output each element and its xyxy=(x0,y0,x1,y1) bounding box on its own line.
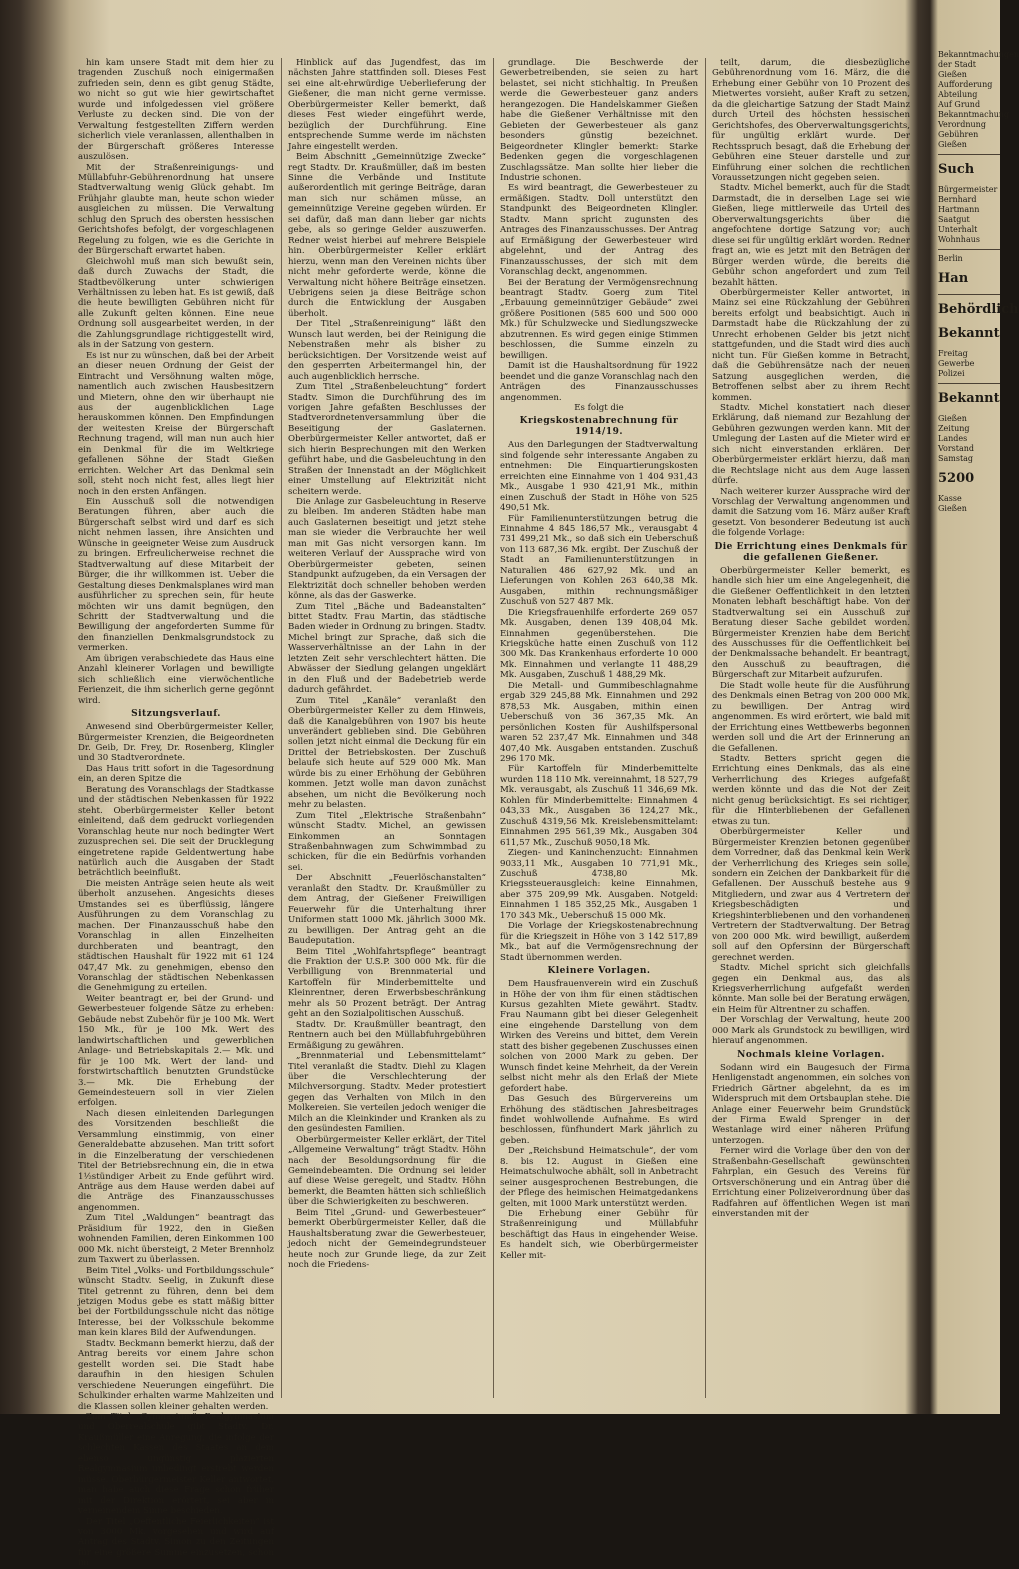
paragraph: Nach weiterer kurzer Aussprache wird der Vorschlag der Verwaltung angenommen und damit die Satzung vom 16. März außer Kraft gesetzt. Von besonderer Bedeutung ist auch die folgende Vorlage: xyxy=(712,486,910,539)
edge-heading: 5200 xyxy=(938,471,975,486)
edge-fragment: Kasse xyxy=(938,494,962,503)
paragraph: Das Haus tritt sofort in die Tagesordnung ein, an deren Spitze die xyxy=(78,763,274,785)
edge-fragment: Zeitung xyxy=(938,424,970,433)
paragraph: Der Titel „Straßenreinigung“ läßt den Wunsch laut werden, bei der Reinigung die Nebenstraßen mehr als bisher zu berücksichtigen. Der Vorsitzende weist auf den gesperrten Arbeitermangel hin, der auch augenblicklich herrsche. xyxy=(288,319,486,382)
paragraph: Die Erhebung einer Gebühr für Straßenreinigung und Müllabfuhr beschäftigt das Haus in eingehender Weise. Es handelt sich, wie Oberbürgermeister Keller mit- xyxy=(500,1209,698,1261)
edge-fragment: Bernhard xyxy=(938,195,977,204)
paragraph: Für Kartoffeln für Minderbemittelte wurden 118 110 Mk. vereinnahmt, 18 527,79 Mk. verausgabt, als Zuschuß 11 346,69 Mk. Kohlen für Minderbemittelte: Einnahmen 4 043,33 Mk., Ausgaben 36 124,27 Mk., Zuschuß 4319,56 Mk. Kreislebensmittelamt: Einnahmen 295 561,39 Mk., Ausgaben 304 611,57 Mk., Zuschuß 9050,18 Mk. xyxy=(500,764,699,848)
edge-fragment: Unterhalt xyxy=(938,225,978,234)
edge-heading: Bekannt xyxy=(938,391,1000,406)
paragraph: Das Gesuch des Bürgervereins um Erhöhung des städtischen Jahresbeitrages findet wohlwollende Aufnahme. Es wird beschlossen, fünfhundert Mark jährlich zu geben. xyxy=(500,1094,698,1146)
paragraph: Beim Titel „Volks- und Fortbildungsschule“ wünscht Stadtv. Seelig, in Zukunft diese Titel getrennt zu führen, denn bei dem jetzigen Modus gebe es statt mäßig bitter bei der Fortbildungsschule nicht das nötige Interesse, bei der Volksschule bekomme man kein klares Bild der Aufwendungen. xyxy=(78,1265,274,1339)
edge-fragment: Verordnung xyxy=(938,120,986,129)
edge-fragment: Gießen xyxy=(938,504,967,513)
paragraph: Damit ist die Haushaltsordnung für 1922 beendet und die ganze Voranschlag nach den Anträgen des Finanzausschusses angenommen. xyxy=(500,361,698,403)
column-divider xyxy=(705,58,706,1398)
paragraph: Es ist nur zu wünschen, daß bei der Arbeit an dieser neuen Ordnung der Geist der Eintracht und Versöhnung walten möge, namentlich auch zwischen Hausbesitzern und Mietern, ohne den wir überhaupt nie aus der augenblicklichen Lage herauskommen können. Den Empfindungen der weitesten Kreise der Bürgerschaft Rechnung tragend, will man nun auch hier ein Denkmal für die im Weltkriege gefallenen Söhne der Stadt Gießen errichten. Welcher Art das Denkmal sein soll, steht noch nicht fest, alles liegt hier noch in den ersten Anfängen. xyxy=(78,350,274,497)
paragraph: Beratung des Voranschlags der Stadtkasse und der städtischen Nebenkassen für 1922 steht. Oberbürgermeister Keller betont einleitend, daß dem gedruckt vorliegenden Voranschlag heute nur noch bedingter Wert zuzusprechen sei. Die seit der Drucklegung eingetretene rapide Geldentwertung habe natürlich auch die Ausgaben der Stadt beträchtlich beeinflußt. xyxy=(78,784,274,879)
paragraph: teilt, darum, die diesbezügliche Gebührenordnung vom 16. März, die die Erhebung einer Gebühr von 10 Prozent des Mietwertes vorsieht, außer Kraft zu setzen, da die gleichartige Satzung der Stadt Mainz durch Urteil des höchsten hessischen Gerichtshofes, des Oberverwaltungsgerichts, für ungültig erklärt wurde. Der Rechtsspruch besagt, daß die Erhebung der Gebühren eine Steuer darstelle und zur Einführung einer solchen die rechtlichen Voraussetzungen nicht gegeben seien. xyxy=(712,58,910,183)
paragraph: Stadtv. Beckmann bemerkt hierzu, daß der Antrag bereits vor einem Jahre schon gestellt worden sei. Die Stadt habe daraufhin in den hiesigen Schulen verschiedene Neuerungen eingeführt. Die Schulkinder erhalten warme Mahlzeiten und die Klassen sollen kleiner gehalten werden. xyxy=(78,1338,274,1412)
paragraph: Am übrigen verabschiedete das Haus eine Anzahl kleinerer Vorlagen und bewilligte sich schließlich eine vierwöchentliche Ferienzeit, die ihm sicherlich gerne gegönnt wird. xyxy=(78,653,274,706)
column-divider xyxy=(281,58,282,1398)
paragraph: Der „Reichsbund Heimatschule“, der vom 8. bis 12. August in Gießen eine Heimatschulwoche abhält, soll in Anbetracht seiner ausgesprochenen Bestrebungen, die der Pflege des heimischen Heimatgedankens gelten, mit 1000 Mark unterstützt werden. xyxy=(500,1146,698,1209)
paragraph: Die Metall- und Gummibeschlagnahme ergab 329 245,88 Mk. Einnahmen und 292 878,53 Mk. Ausgaben, mithin einen Ueberschuß von 36 367,35 Mk. An persönlichen Kosten für Aushilfspersonal waren 52 237,47 Mk. Einnahmen und 348 407,40 Mk. Ausgaben entstanden. Zuschuß 296 170 Mk. xyxy=(500,680,698,764)
paragraph: Dem Hausfrauenverein wird ein Zuschuß in Höhe der von ihm für einen städtischen Kursus gezahlten Miete gewährt. Stadtv. Frau Naumann gibt bei dieser Gelegenheit eine eingehende Darstellung von dem Wirken des Vereins und bittet, dem Verein statt des bisher gegebenen Zuschusses einen solchen von 2000 Mark zu geben. Der Wunsch findet keine Mehrheit, da der Verein selbst nicht mehr als den Erlaß der Miete gefordert habe. xyxy=(500,979,698,1094)
paragraph: Hinblick auf das Jugendfest, das im nächsten Jahre stattfinden soll. Dieses Fest sei eine alt-ehrwürdige Ueberlieferung der Gießener, die man nicht gerne vermisse. Oberbürgermeister Keller bemerkt, daß dieses Fest wieder eingeführt werde, bezüglich der Durchführung. Eine entsprechende Summe werde im nächsten Jahre eingestellt werden. xyxy=(288,58,486,152)
edge-rule xyxy=(938,383,1000,384)
edge-fragment: der Stadt xyxy=(938,60,977,69)
edge-fragment: Saatgut xyxy=(938,215,970,224)
edge-fragment: Freitag xyxy=(938,349,968,358)
edge-fragment: Gießen xyxy=(938,140,967,149)
paragraph: Nach diesen einleitenden Darlegungen des Vorsitzenden beschließt die Versammlung einstimmig, von einer Generaldebatte abzusehen. Man tritt sofort in die Einzelberatung der verschiedenen Titel der Betriebsrechnung ein, die in etwa 1½stündiger Arbeit zu Ende geführt wird. Anträge aus dem Hause werden dabei auf die Anträge des Finanzausschusses angenommen. xyxy=(78,1108,274,1213)
edge-fragment: Berlin xyxy=(938,254,963,263)
paragraph: Die Anlage zur Gasbeleuchtung in Reserve zu bleiben. Im anderen Städten habe man auch Gaslaternen beseitigt und jetzt stehe man sie wieder die Verbrauchte her weil man mit Gas nicht versorgen kann. Im weiteren Verlauf der Aussprache wird von Oberbürgermeister gebeten, seinen Standpunkt aufzugeben, da ein Versagen der Elektrizität doch schneller behoben werden könne, als das der Gaswerke. xyxy=(288,497,486,602)
column-1-text xyxy=(78,58,274,1569)
paragraph: Es folgt die xyxy=(574,402,624,413)
edge-fragment: Auf Grund xyxy=(938,100,981,109)
section-heading: Kriegskostenabrechnung für 1914/19. xyxy=(519,416,679,438)
paragraph: Ziegen- und Kaninchenzucht: Einnahmen 9033,11 Mk., Ausgaben 10 771,91 Mk., Zuschuß 4738,80 Mk. Kriegssteuerausgleich: keine Einnahmen, aber 375 209,99 Mk. Ausgaben. Notgeld: Einnahmen 1 185 352,25 Mk., Ausgaben 1 170 343 Mk., Ueberschuß 15 000 Mk. xyxy=(500,848,698,921)
paragraph: Die Vorlage der Kriegskostenabrechnung für die Kriegszeit in Höhe von 3 142 517,89 Mk., bat auf die Vermögensrechnung der Stadt übernommen werden. xyxy=(500,921,698,963)
edge-fragment: Landes xyxy=(938,434,968,443)
next-page-edge xyxy=(938,50,1019,1400)
edge-fragment: Abteilung xyxy=(938,90,978,99)
paragraph: Der Vorschlag der Verwaltung, heute 200 000 Mark als Grundstock zu bewilligen, wird hierauf angenommen. xyxy=(712,1015,910,1047)
edge-rule xyxy=(938,294,1000,295)
paragraph: Ein Ausschuß soll die notwendigen Beratungen führen, aber auch die Bürgerschaft selbst wird und darf es sich nicht nehmen lassen, ihre Ansichten und Wünsche in geeigneter Weise zum Ausdruck zu bringen. Erfreulicherweise rechnet die Stadtverwaltung auf diese Mitarbeit der Bürger, die ihr willkommen ist. Ueber die Gestaltung dieses Denkmalsplanes wird man ausführlicher zu sprechen sein, für heute möchten wir uns damit begnügen, den Schritt der Stadtverwaltung und die Bewilligung der angeforderten Summe für den finanziellen Denkmalsgrundstock zu vermerken. xyxy=(78,497,274,654)
newspaper-page xyxy=(78,58,910,1569)
paragraph: Zum Titel „Bäche und Badeanstalten“ bittet Stadtv. Frau Martin, das städtische Baden wieder in Ordnung zu bringen. Stadtv. Michel bringt zur Sprache, daß sich die Wasserverhältnisse an der Lahn in der letzten Zeit sehr verschlechtert hätten. Die Abwässer der Siedlung gelangen ungeklärt in den Fluß und der Badebetrieb werde dadurch gefährdet. xyxy=(288,601,486,696)
edge-fragment: Bekanntmachungen xyxy=(938,50,1019,59)
paragraph: Die meisten Anträge seien heute als weit überholt anzusehen. Angesichts dieses Umstandes sei es überflüssig, längere Ausführungen zu dem Voranschlag zu machen. Der Finanzausschuß habe den Voranschlag in allen Einzelheiten durchberaten und beantragt, den städtischen Haushalt für 1922 mit 61 124 047,47 Mk. zu genehmigen, ebenso den Voranschlag der städtischen Nebenkassen die Genehmigung zu erteilen. xyxy=(78,878,274,994)
paragraph: Zum Titel „Kanäle“ veranlaßt den Oberbürgermeister Keller zu dem Hinweis, daß die Kanalgebühren von 1907 bis heute unverändert geblieben sind. Die Gebühren sollen jetzt nicht einmal die Deckung für ein Drittel der Betriebskosten. Der Zuschuß belaufe sich heute auf 529 000 Mk. Man würde bis zu einer Erhöhung der Gebühren kommen. Jetzt wolle man davon zunächst absehen, um nicht die Bevölkerung noch mehr zu belasten. xyxy=(288,695,486,811)
paragraph: Oberbürgermeister Keller erklärt, der Titel „Allgemeine Verwaltung“ trägt Stadtv. Höhn nach der Besoldungsordnung für die Gemeindebeamten. Die Ordnung sei leider auf diese Weise geregelt, und Stadtv. Höhn bemerkt, die Beamten hätten sich schließlich über die Schwierigkeiten zu beschweren. xyxy=(288,1134,486,1208)
edge-rule xyxy=(938,154,1000,155)
edge-fragment: Bürgermeister xyxy=(938,185,998,194)
paragraph: Die Kriegsfrauenhilfe erforderte 269 057 Mk. Ausgaben, denen 139 408,04 Mk. Einnahmen gegenüberstehen. Die Kriegsküche hatte einen Zuschuß von 112 300 Mk. Das Krankenhaus erforderte 10 000 Mk. Einnahmen und verlangte 11 488,29 Mk. Ausgaben, Zuschuß 1 488,29 Mk. xyxy=(500,607,698,681)
column-2 xyxy=(288,58,486,1398)
paragraph: Für Familienunterstützungen betrug die Einnahme 4 845 186,57 Mk., verausgabt 4 731 499,21 Mk., so daß sich ein Ueberschuß von 113 687,36 Mk. ergibt. Der Zuschuß der Stadt an Familienunterstützungen in Naturalien 486 627,92 Mk. und an Lieferungen von Kohlen 263 640,38 Mk. Ausgaben, mithin rechnungsmäßiger Zuschuß von 527 487 Mk. xyxy=(500,513,698,608)
paragraph: Zum Titel „Elektrische Straßenbahn“ wünscht Stadtv. Michel, an gewissen Einkommen an Sonntagen Straßenbahnwagen zum Schwimmbad zu schicken, für die ein Bedürfnis vorhanden sei. xyxy=(288,810,486,873)
paragraph: Anwesend sind Oberbürgermeister Keller, Bürgermeister Krenzien, die Beigeordneten Dr. Geib, Dr. Frey, Dr. Rosenberg, Klingler und 30 Stadtverordnete. xyxy=(78,722,274,764)
edge-heading: Such xyxy=(938,162,975,177)
edge-heading: Han xyxy=(938,271,969,286)
paragraph: Beim Abschnitt „Gemeinnützige Zwecke“ regt Stadtv. Dr. Kraußmüller, daß im besten Sinne die Verbände und Institute außerordentlich mit geringe Beiträge, daran man sich nur schämen müsse, an gemeinnützige Vereine gegeben würden. Er sei dafür, daß man dann lieber gar nichts gebe, als so geringe Gelder auszuwerfen. Redner weist hierbei auf mehrere Beispiele hin. Oberbürgermeister Keller erklärt hierzu, wenn man den Vereinen nichts über nicht mehr geforderte werde, könne die Verwaltung nicht höhere Beiträge einsetzen. Uebrigens seien ja diese Beiträge schon durch die Entwicklung der Ausgaben überholt. xyxy=(288,152,486,319)
edge-fragment: Aufforderung xyxy=(938,80,993,89)
paragraph: hin kam unsere Stadt mit dem hier zu tragenden Zuschuß noch einigermaßen zufrieden sein, denn es gibt genug Städte, wo nicht so gut wie hier gewirtschaftet wurde und infolgedessen viel größere Verluste zu decken sind. Die von der Verwaltung festgestellten Ziffern werden sicherlich viele veranlassen, allenthalben in der Bürgerschaft größeres Interesse auszulösen. xyxy=(78,58,274,163)
edge-heading: Behördlich xyxy=(938,302,1019,317)
edge-fragment: Polizei xyxy=(938,369,965,378)
paragraph: Beim Titel „Grund- und Gewerbesteuer“ bemerkt Oberbürgermeister Keller, daß die Haushaltsberatung zwar die Gewerbesteuer, jedoch nicht der Gemeindegrundsteuer heute noch zur Grunde liege, da zur Zeit noch die Friedens- xyxy=(288,1207,486,1271)
paragraph: Bei der Beratung der Vermögensrechnung beantragt Stadtv. Goerg zum Titel „Erbauung gemeinnütziger Gebäude“ zwei größere Positionen (585 600 und 500 000 Mk.) für Schulzwecke und Siedlungszwecke abzutrennen. Es wird gegen einige Stimmen beschlossen, die Summe einzeln zu bewilligen. xyxy=(500,277,698,361)
section-heading: Sitzungsverlauf. xyxy=(131,709,221,720)
section-heading: Die Errichtung eines Denkmals für die gefallenen Gießener. xyxy=(714,541,908,563)
edge-fragment: Hartmann xyxy=(938,205,980,214)
paragraph: Oberbürgermeister Keller antwortet, in Mainz sei eine Rückzahlung der Gebühren bereits erfolgt und beabsichtigt. Auch in Darmstadt habe die Rückzahlung der zu Unrecht erhobenen Gelder bis jetzt nicht stattgefunden, und die Stadt wird dies auch nicht tun. Für Gießen komme in Betracht, daß die Gebührensätze nach der neuen Satzung ausgeglichen werden, die Betroffenen selbst aber zu ihrem Recht kommen. xyxy=(712,287,910,403)
edge-heading: Bekannt xyxy=(938,326,1000,341)
paragraph: Stadtv. Dr. Kraußmüller beantragt, den Rentnern auch bei den Müllabfuhrgebühren Ermäßigung zu gewähren. xyxy=(288,1019,486,1051)
column-3 xyxy=(500,58,698,1398)
paragraph: Der Abschnitt „Feuerlöschanstalten“ veranlaßt den Stadtv. Dr. Kraußmüller zu dem Antrag, der Gießener Freiwilligen Feuerwehr für die Unterhaltung ihrer Uniformen statt 1000 Mk. jährlich 3000 Mk. zu bewilligen. Der Antrag geht an die Baudeputation. xyxy=(288,873,486,947)
paragraph: Zum Titel „Waldungen“ beantragt das Präsidium für 1922, den in Gießen wohnenden Familien, deren Einkommen 100 000 Mk. nicht übersteigt, 2 Meter Brennholz zum Taxwert zu überlassen. xyxy=(78,1213,274,1266)
paragraph: Beim Titel „Wohlfahrtspflege“ beantragt die Fraktion der U.S.P. 300 000 Mk. für die Verbilligung von Brennmaterial und Kartoffeln für Minderbemittelte und Kleinrentner, deren Erwerbsbeschränkung mehr als 50 Prozent beträgt. Der Antrag geht an den Sozialpolitischen Ausschuß. xyxy=(288,946,486,1020)
paragraph: Weiter beantragt er, bei der Grund- und Gewerbesteuer folgende Sätze zu erheben: Gebäude nebst Zubehör für je 100 Mk. Wert 150 Mk., für je 100 Mk. Wert des landwirtschaftlichen und gewerblichen Anlage- und Betriebskapitals 2.— Mk. und für je 100 Mk. Wert der land- und forstwirtschaftlich benutzten Grundstücke 3.— Mk. Die Erhebung der Gemeindesteuern soll in vier Zielen erfolgen. xyxy=(78,993,274,1109)
edge-fragment: Gießen xyxy=(938,414,967,423)
paragraph: Der Titel „Oeffentliche Feierlichkeiten“ ist von 3000 Mk. vorgesehen und wird auf Antrag des Stadtv. Simon zu den Zeitungen für eine größere Summe einzusetzen, schon im xyxy=(78,1516,274,1569)
paragraph: Zum Titel „Gymnasium“, Realgymnasium und Oberrealschule gibt Stadtv. Dr. Kraußmüller eine Anregung, die infolge der schlechten Kassen des Staates an dem ebenso ungünstig plazierten Realgymnasium unbedingt erstrebt werden müsse. Oberbürgermeister Keller antwortet, man habe auch diese Frage schon früher mit der Direktion erörtert, sei aber in verneinendem Sinne beschieden. xyxy=(78,1412,274,1517)
edge-rule xyxy=(938,249,1000,250)
paragraph: Ferner wird die Vorlage über den von der Straßenbahn-Gesellschaft gewünschten Fahrplan, ein Gesuch des Vereins für Ortsverschönerung und ein Antrag über die Errichtung einer Polizeiverordnung über das Radfahren auf öffentlichen Wegen ist man einverstanden mit der xyxy=(712,1146,910,1220)
paragraph: grundlage. Die Beschwerde der Gewerbetreibenden, sie seien zu hart belastet, sei nicht stichhaltig. In Preußen werde die Gewerbesteuer ganz anders herangezogen. Die Handelskammer Gießen habe die Gießener Verhältnisse mit den Gebieten der Gewerbesteuer als ganz besonders günstig bezeichnet. Beigeordneter Klingler bemerkt: Starke Bedenken gegen die vorgeschlagenen Zuschlagssätze. Man sollte hier lieber die Industrie schonen. xyxy=(500,58,698,183)
edge-fragment: Gewerbe xyxy=(938,359,975,368)
column-4 xyxy=(712,58,910,1398)
edge-fragment: Samstag xyxy=(938,454,974,463)
edge-fragment: Gießen xyxy=(938,70,967,79)
paragraph: Die Stadt wolle heute für die Ausführung des Denkmals einen Betrag von 200 000 Mk. zu bewilligen. Der Antrag wird angenommen. Es wird erörtert, wie bald mit der Errichtung eines Wettbewerbs begonnen werden soll und die Art der Erinnerung an die Gefallenen. xyxy=(712,680,910,754)
paragraph: Stadtv. Michel spricht sich gleichfalls gegen ein Denkmal aus, das als Kriegsverherrlichung aufgefaßt werden könnte. Man solle bei der Beratung erwägen, ein Heim für Altrentner zu schaffen. xyxy=(712,963,910,1015)
edge-fragment: Gebühren xyxy=(938,130,979,139)
column-divider xyxy=(493,58,494,1398)
paragraph: Stadtv. Michel bemerkt, auch für die Stadt Darmstadt, die in derselben Lage sei wie Gießen, liege mittlerweile das Urteil des Oberverwaltungsgerichts über die angefochtene dortige Satzung vor; auch diese sei für ungültig erklärt worden. Redner fragt an, wie es jetzt mit den Beträgen der Bürger werden würde, die bereits die Gebühr schon angefordert und zum Teil bezahlt hätten. xyxy=(712,183,910,288)
paragraph: Aus den Darlegungen der Stadtverwaltung sind folgende sehr interessante Angaben zu entnehmen: Die Einquartierungskosten erreichten eine Einnahme von 1 404 931,43 Mk., Ausgabe 1 930 421,91 Mk., mithin einen Zuschuß der Stadt in Höhe von 525 490,51 Mk. xyxy=(500,440,698,514)
paragraph: Sodann wird ein Baugesuch der Firma Henligenstadt angenommen, ein solches von Friedrich Gärtner abgelehnt, da es im Widerspruch mit dem Ortsbauplan stehe. Die Anlage einer Feuerwehr beim Grundstück der Firma Ewald Sprenger in der Westanlage wird einer näheren Prüfung unterzogen. xyxy=(712,1062,910,1146)
edge-fragment: Wohnhaus xyxy=(938,235,980,244)
column-1 xyxy=(78,58,275,1569)
paragraph: Zum Titel „Straßenbeleuchtung“ fordert Stadtv. Simon die Durchführung des im vorigen Jahre gefaßten Beschlusses der Stadtverordnetenversammlung über die Beseitigung der Gaslaternen. Oberbürgermeister Keller antwortet, daß er sich hierin Besprechungen mit den Werken geführt habe, und die Gasbeleuchtung in den Straßen der Innenstadt an der Möglichkeit einer Umstellung auf Elektrizität nicht scheitern werde. xyxy=(288,382,486,497)
paragraph: Oberbürgermeister Keller und Bürgermeister Krenzien betonen gegenüber dem Vorredner, daß das Denkmal kein Werk der Verherrlichung des Krieges sein solle, sondern ein Zeichen der Dankbarkeit für die Gefallenen. Der Ausschuß bestehe aus 9 Mitgliedern, und zwar aus 4 Vertretern der Kriegsbeschädigten und Kriegshinterbliebenen und den vorhandenen Vertretern der Stadtverwaltung. Der Betrag von 200 000 Mk. wird bewilligt, außerdem soll auf den Opfersinn der Bürgerschaft gerechnet werden. xyxy=(712,827,910,963)
paragraph: Stadtv. Michel konstatiert nach dieser Erklärung, daß niemand zur Bezahlung der Gebühren gezwungen werden kann. Mit der Umlegung der Lasten auf die Mieter wird er sich nicht einverstanden erklären. Der Oberbürgermeister erklärt hierzu, daß man die Rechtslage nicht aus dem Auge lassen dürfe. xyxy=(712,402,910,487)
paragraph: Oberbürgermeister Keller bemerkt, es handle sich hier um eine Angelegenheit, die die Gießener Oeffentlichkeit in den letzten Monaten lebhaft beschäftigt habe. Von der Stadtverwaltung sei ein Ausschuß zur Beratung dieser Sache gebildet worden. Bürgermeister Krenzien habe dem Bericht des Ausschusses für die Oeffentlichkeit bei der Denkmalssache behandelt. Er beantragt, den Ausschuß zu beauftragen, die Bürgerschaft zur Mitarbeit aufzurufen. xyxy=(712,565,910,681)
paragraph: „Brennmaterial und Lebensmittelamt“ Titel veranlaßt die Stadtv. Diehl zu Klagen über die Verschlechterung der Milchversorgung. Stadtv. Meder protestiert gegen das Verhalten von Milch in den Molkereien. Sie verteilen jedoch weniger die Milch an die Kleinkinder und Kranken als zu den gesündesten Familien. xyxy=(288,1051,486,1135)
paragraph: Es wird beantragt, die Gewerbesteuer zu ermäßigen. Stadtv. Doll unterstützt den Standpunkt des Beigeordneten Klingler. Stadtv. Mann spricht zugunsten des Antrages des Finanzausschusses. Der Antrag auf Ermäßigung der Gewerbesteuer wird abgelehnt, und der Antrag des Finanzausschusses, der sich mit dem Voranschlag deckt, angenommen. xyxy=(500,183,698,278)
paragraph: Gleichwohl muß man sich bewußt sein, daß durch Zuwachs der Stadt, die Stadtbevölkerung unter schwierigen Verhältnissen zu leben hat. Es ist gewiß, daß die heute bewilligten Gebühren nicht für alle Zukunft gelten können. Eine neue Ordnung soll ausgearbeitet werden, in der die Zahlungsgrundlage richtiggestellt wird, als in der Satzung von gestern. xyxy=(78,256,275,351)
edge-fragment: Vorstand xyxy=(938,444,975,453)
paragraph: Stadtv. Betters spricht gegen die Errichtung eines Denkmals, das als eine Verherrlichung des Krieges aufgefaßt werden könnte und das die Not der Zeit nicht genug berücksichtigt. Es sei richtiger, für die Hinterbliebenen der Gefallenen etwas zu tun. xyxy=(712,754,910,827)
section-heading: Nochmals kleine Vorlagen. xyxy=(737,1049,885,1060)
edge-fragment: Bekanntmachung xyxy=(938,110,1010,119)
paragraph: Mit der Straßenreinigungs- und Müllabfuhr-Gebührenordnung hat unsere Stadtverwaltung wenig Glück gehabt. Im Frühjahr glaubte man, heute schon wieder ausgleichen zu müssen. Die Verwaltung schlug den Spruch des obersten hessischen Gerichtshofes befolgt, der vorgeschlagenen Regelung zu folgen, wie es die Gerichte in der Bürgerschaft erwartet haben. xyxy=(78,162,274,257)
section-heading: Kleinere Vorlagen. xyxy=(547,966,651,977)
